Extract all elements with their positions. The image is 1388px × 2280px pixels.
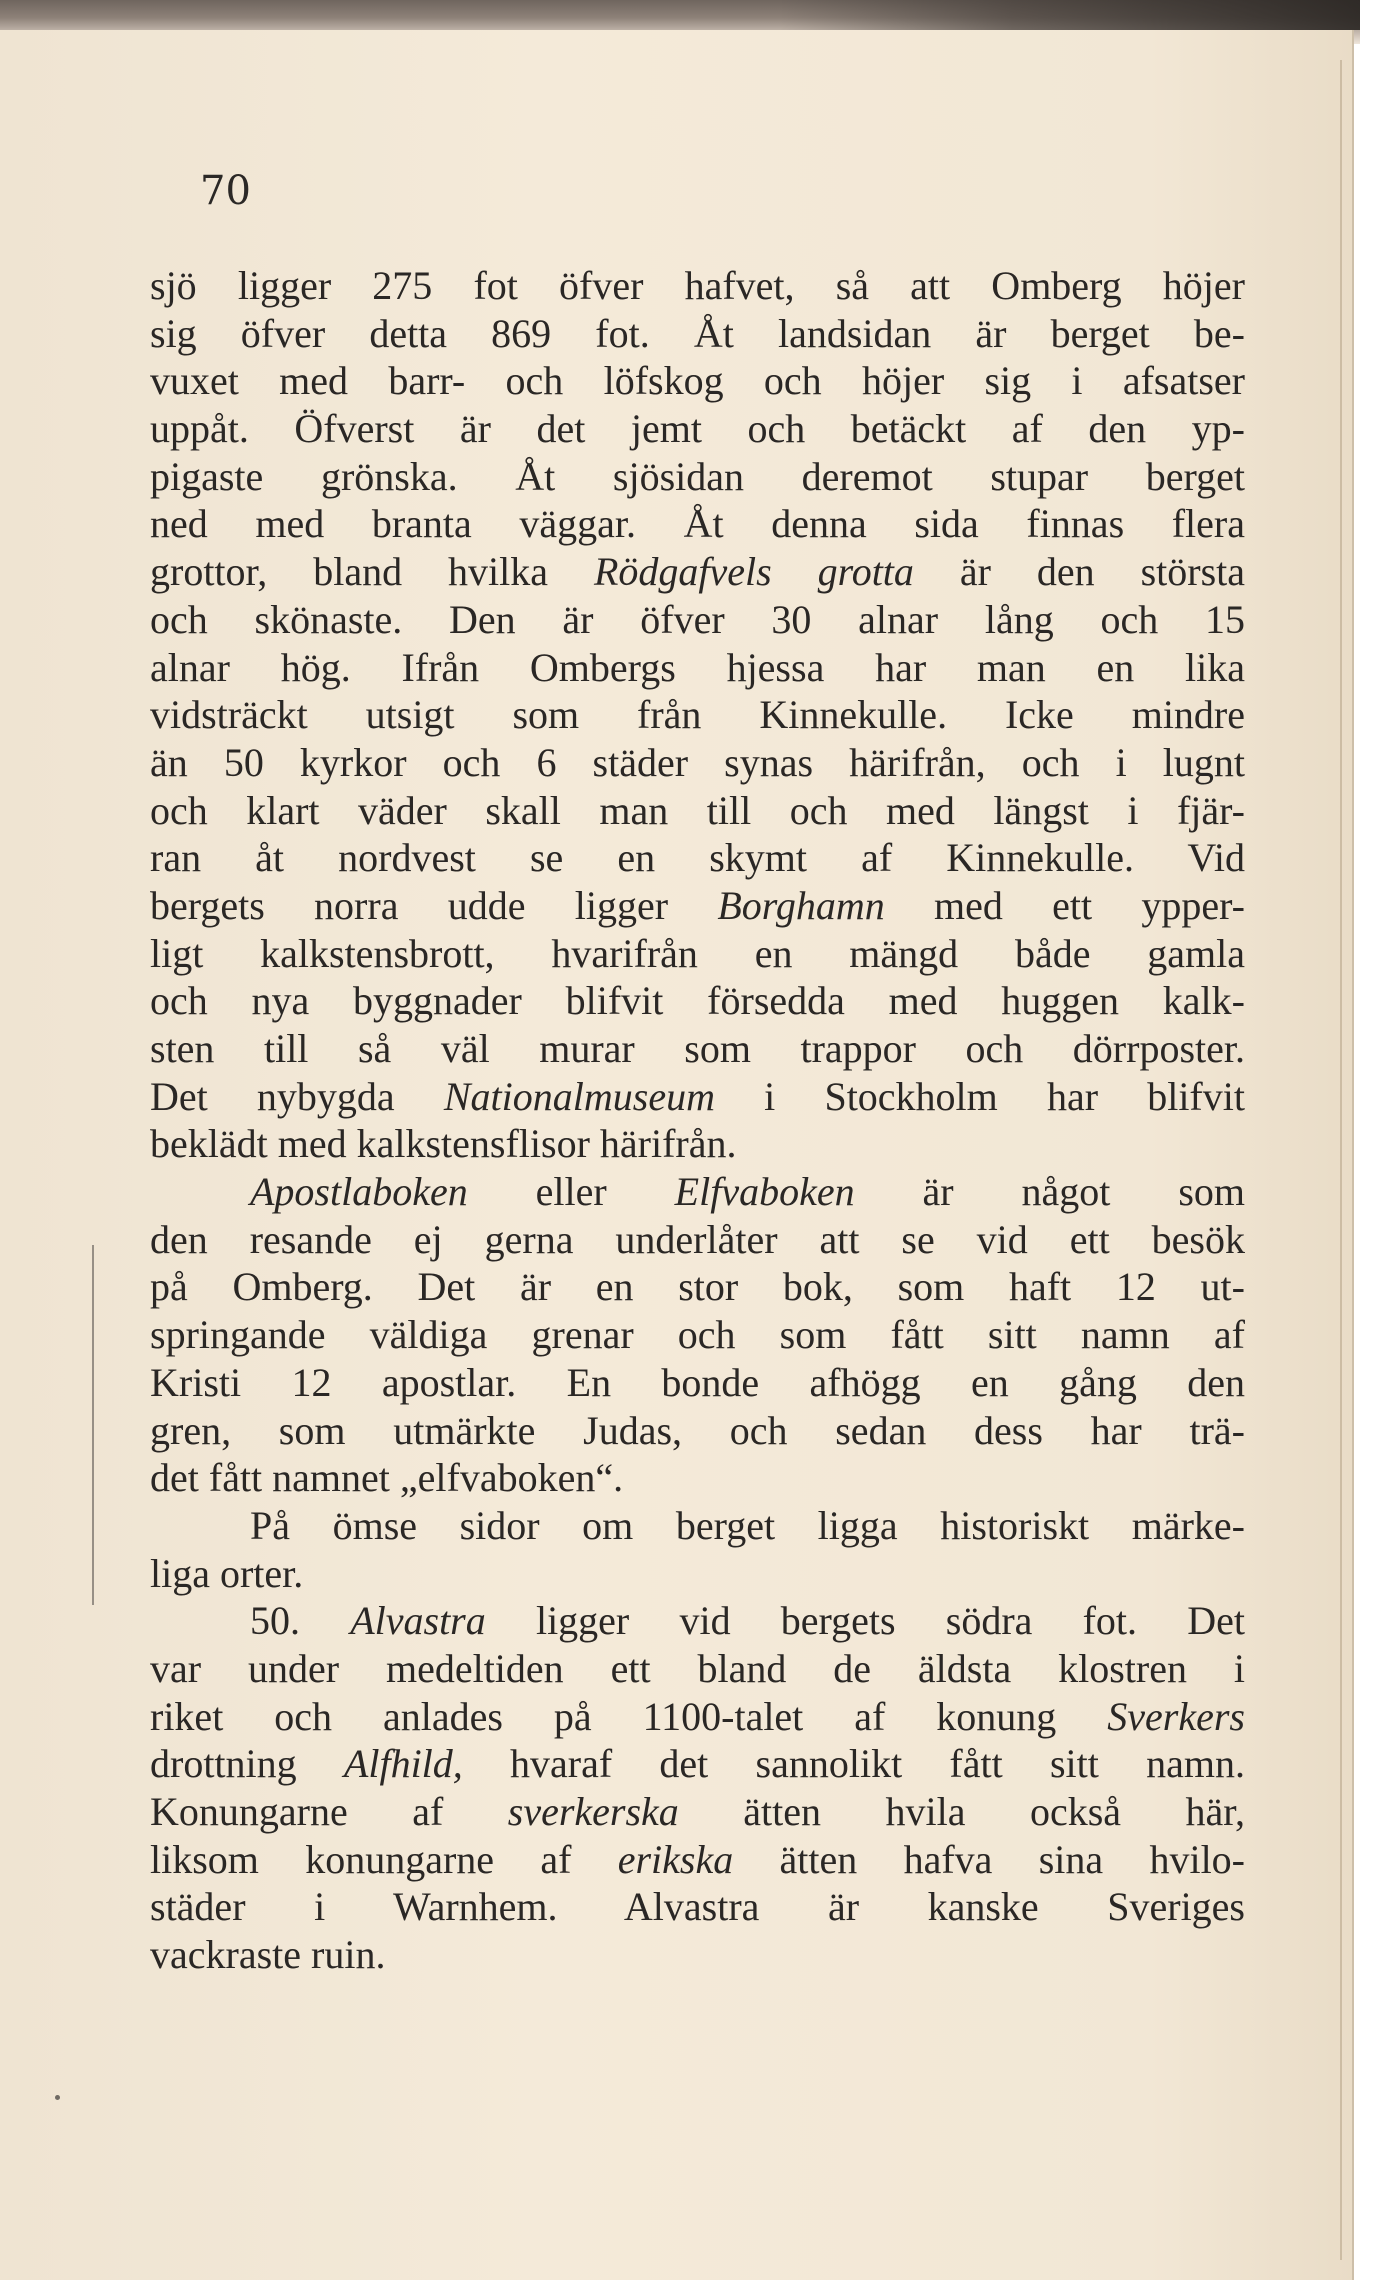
italic-name: sverkerska — [507, 1789, 679, 1834]
text-span: Det nybygda — [150, 1073, 444, 1119]
paper-speck — [55, 2095, 60, 2100]
text-span: uppåt. Öfverst är det jemt och betäckt af den yp- — [150, 406, 1245, 452]
text-span: och skönaste. Den är öfver 30 alnar lång och 15 — [150, 596, 1245, 642]
text-line — [150, 1788, 1245, 1836]
text-span: Kristi 12 apostlar. En bonde afhögg en gång den — [150, 1359, 1245, 1405]
text-line — [150, 357, 1245, 405]
italic-name: Apostlaboken — [250, 1169, 468, 1215]
text-line — [150, 1359, 1245, 1407]
italic-name: erikska — [617, 1836, 734, 1882]
text-line — [150, 405, 1245, 453]
text-line — [150, 1454, 1245, 1502]
text-span: vuxet med barr- och löfskog och höjer sig i afsatser — [150, 358, 1245, 404]
text-span: med ett ypper- — [884, 882, 1245, 928]
text-span: det fått namnet „elfvaboken“. — [150, 1455, 624, 1501]
text-span: och nya byggnader blifvit försedda med huggen kalk- — [150, 978, 1245, 1024]
text-span: och klart väder skall man till och med längst i fjär- — [150, 787, 1245, 833]
text-span: ätten hvila också här, — [678, 1789, 1246, 1834]
text-span: pigaste grönska. Åt sjösidan deremot stupar berget — [150, 453, 1245, 499]
text-line — [150, 977, 1245, 1025]
text-span: beklädt med kalkstensflisor härifrån. — [150, 1121, 737, 1167]
italic-name: Sverkers — [1107, 1693, 1245, 1739]
text-span: är den största — [913, 549, 1245, 595]
text-span: ligt kalkstensbrott, hvarifrån en mängd både gamla — [150, 930, 1245, 976]
text-line — [150, 1311, 1245, 1359]
text-line — [150, 1168, 1245, 1216]
text-line — [150, 1025, 1245, 1073]
text-span: sig öfver detta 869 fot. Åt landsidan är berget be- — [150, 310, 1245, 356]
text-line — [150, 882, 1245, 930]
text-span: vidsträckt utsigt som från Kinnekulle. Icke mindre — [150, 692, 1245, 738]
text-line — [150, 1263, 1245, 1311]
text-span: drottning — [150, 1741, 344, 1787]
text-line — [150, 548, 1245, 596]
text-span: än 50 kyrkor och 6 städer synas härifrån, och i lugnt — [150, 739, 1245, 785]
text-span: var under medeltiden ett bland de äldsta klostren i — [150, 1645, 1245, 1691]
text-line — [150, 1883, 1245, 1931]
text-line — [150, 310, 1245, 358]
text-line — [150, 1740, 1245, 1788]
italic-name: Rödgafvels grotta — [593, 549, 914, 595]
text-line — [150, 644, 1245, 692]
text-line — [150, 1836, 1245, 1884]
text-span: liksom konungarne af — [150, 1836, 618, 1882]
margin-pencil-mark — [92, 1245, 94, 1605]
book-top-shadow — [780, 0, 1360, 30]
text-span: på Omberg. Det är en stor bok, som haft 12 ut- — [150, 1264, 1245, 1310]
text-line — [150, 1550, 1245, 1598]
text-span: ätten hafva sina hvilo- — [733, 1836, 1246, 1882]
text-span: eller — [467, 1169, 675, 1215]
italic-name: Elfvaboken — [674, 1169, 855, 1215]
text-line — [150, 1216, 1245, 1264]
text-span: hvaraf det sannolikt fått sitt namn. — [462, 1741, 1245, 1787]
text-span: 50. — [250, 1598, 351, 1644]
text-span: bergets norra udde ligger — [150, 882, 718, 928]
text-line — [150, 1407, 1245, 1455]
text-line — [150, 834, 1245, 882]
text-line — [150, 1931, 1245, 1979]
text-span: ned med branta väggar. Åt denna sida finnas flera — [150, 501, 1245, 547]
text-span: riket och anlades på 1100-talet af konung — [150, 1693, 1108, 1739]
text-line — [150, 453, 1245, 501]
text-line — [150, 1693, 1245, 1741]
text-line — [150, 1073, 1245, 1121]
italic-name: Nationalmuseum — [443, 1073, 715, 1119]
text-line — [150, 1502, 1245, 1550]
text-line — [150, 262, 1245, 310]
page-edge-line — [1340, 60, 1342, 2260]
text-span: den resande ej gerna underlåter att se vid ett besök — [150, 1216, 1245, 1262]
text-span: alnar hög. Ifrån Ombergs hjessa har man en lika — [150, 644, 1245, 690]
text-line — [150, 930, 1245, 978]
text-span: sjö ligger 275 fot öfver hafvet, så att Omberg höjer — [150, 263, 1245, 308]
text-span: liga orter. — [150, 1550, 304, 1596]
text-span: gren, som utmärkte Judas, och sedan dess har trä- — [150, 1407, 1245, 1453]
text-span: i Stockholm har blifvit — [714, 1073, 1245, 1119]
text-span: ran åt nordvest se en skymt af Kinnekulle. Vid — [150, 835, 1245, 881]
italic-name: Alvastra — [350, 1598, 486, 1644]
text-line — [150, 739, 1245, 787]
text-line — [150, 691, 1245, 739]
text-span: är något som — [854, 1169, 1245, 1215]
text-span: sten till så väl murar som trappor och dörrposter. — [150, 1026, 1245, 1071]
text-line — [150, 500, 1245, 548]
text-line — [150, 596, 1245, 644]
text-span: grottor, bland hvilka — [150, 549, 594, 595]
text-span: vackraste ruin. — [150, 1932, 386, 1978]
text-span: ligger vid bergets södra fot. Det — [485, 1598, 1245, 1644]
text-span: Konungarne af — [150, 1789, 508, 1834]
body-text — [150, 262, 1245, 1979]
italic-name: Borghamn — [717, 882, 885, 928]
page-number: 70 — [200, 168, 251, 214]
text-line — [150, 1120, 1245, 1168]
text-line — [150, 1645, 1245, 1693]
text-span: städer i Warnhem. Alvastra är kanske Sveriges — [150, 1884, 1245, 1930]
text-line — [150, 1597, 1245, 1645]
text-span: springande väldiga grenar och som fått sitt namn af — [150, 1312, 1245, 1358]
text-span: På ömse sidor om berget ligga historiskt märke- — [250, 1502, 1245, 1548]
italic-name: Alfhild, — [343, 1741, 463, 1787]
text-line — [150, 787, 1245, 835]
